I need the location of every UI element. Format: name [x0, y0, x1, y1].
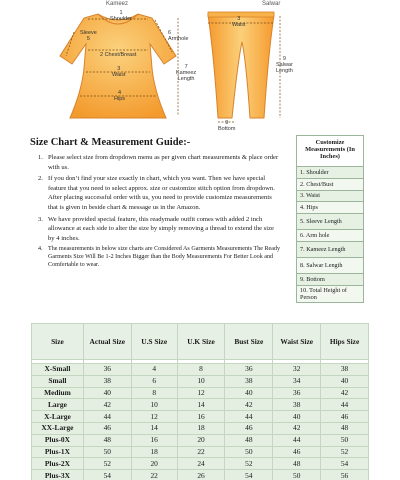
size-value-cell: 44 — [83, 411, 131, 423]
size-name-cell: XX-Large — [32, 422, 84, 434]
size-value-cell: 42 — [321, 387, 369, 399]
size-value-cell: 26 — [177, 470, 225, 480]
size-value-cell: 54 — [225, 470, 273, 480]
col-header: U.K Size — [177, 324, 225, 360]
size-value-cell: 8 — [177, 364, 225, 376]
table-row — [32, 411, 369, 423]
size-name-cell: X-Large — [32, 411, 84, 423]
size-name-cell: Plus-1X — [32, 446, 84, 458]
size-value-cell: 6 — [131, 375, 177, 387]
size-value-cell: 52 — [225, 458, 273, 470]
label-hips: 4 Hips — [114, 90, 126, 102]
guide-item: 2. If you don’t find your size exactly in chart, which you want. Then we have special feature that you need to select approx. size or customize stitch option from dropdown. After placing successful order with us, you need to provide customize measurements that is given in beside chart & message us in the Amazon. — [38, 175, 275, 211]
size-value-cell: 14 — [177, 399, 225, 411]
label-armhole: 6 Armhole — [168, 30, 189, 42]
size-name-cell: Medium — [32, 387, 84, 399]
size-value-cell: 42 — [225, 399, 273, 411]
table-row — [32, 375, 369, 387]
size-name-cell: Large — [32, 399, 84, 411]
size-value-cell: 10 — [131, 399, 177, 411]
size-value-cell: 40 — [321, 375, 369, 387]
size-value-cell: 12 — [177, 387, 225, 399]
size-name-cell: Plus-3X — [32, 470, 84, 480]
table-row — [32, 458, 369, 470]
table-row — [32, 399, 369, 411]
size-value-cell: 50 — [225, 446, 273, 458]
size-value-cell: 44 — [225, 411, 273, 423]
size-value-cell: 48 — [225, 434, 273, 446]
size-value-cell: 10 — [177, 375, 225, 387]
customize-header: Customize Measurements (In Inches) — [297, 136, 364, 167]
col-header: U.S Size — [131, 324, 177, 360]
customize-item: 4. Hips — [297, 202, 364, 214]
size-value-cell: 24 — [177, 458, 225, 470]
label-chest: 2 Chest/Breast — [100, 52, 137, 58]
table-row — [32, 364, 369, 376]
size-value-cell: 34 — [273, 375, 321, 387]
size-name-cell: Small — [32, 375, 84, 387]
label-bottom: 9 Bottom — [218, 120, 236, 132]
size-value-cell: 42 — [273, 422, 321, 434]
customize-item: 3. Waist — [297, 190, 364, 202]
size-value-cell: 36 — [273, 387, 321, 399]
col-header: Waist Size — [273, 324, 321, 360]
customize-item: 1. Shoulder — [297, 167, 364, 179]
size-value-cell: 50 — [321, 434, 369, 446]
table-row — [32, 387, 369, 399]
customize-item: 6. Arm hole — [297, 230, 364, 242]
label-kameez-length: 7 Kameez Length — [176, 64, 197, 82]
size-value-cell: 40 — [225, 387, 273, 399]
size-name-cell: Plus-2X — [32, 458, 84, 470]
size-value-cell: 50 — [83, 446, 131, 458]
size-value-cell: 44 — [273, 434, 321, 446]
guide-item: 3. We have provided special feature, this readymade outfit comes with added 2 inch allowance at each side to alter the size by simply removing a thread to extend the size by 4 inches. — [38, 215, 274, 242]
size-chart-table — [31, 323, 369, 480]
customize-item: 8. Salwar Length — [297, 257, 364, 273]
size-value-cell: 48 — [83, 434, 131, 446]
size-table-body — [32, 360, 369, 480]
salwar-title: Salwar — [262, 1, 281, 7]
label-salwar-waist: 3 Waist — [232, 16, 246, 28]
size-name-cell: X-Small — [32, 364, 84, 376]
label-sleeve: Sleeve 5 — [80, 30, 97, 42]
size-value-cell: 46 — [225, 422, 273, 434]
size-value-cell: 18 — [177, 422, 225, 434]
size-value-cell: 46 — [83, 422, 131, 434]
customize-item: 9. Bottom — [297, 273, 364, 285]
size-value-cell: 42 — [83, 399, 131, 411]
kameez-title: Kameez — [106, 1, 129, 7]
table-row — [32, 446, 369, 458]
table-row — [32, 422, 369, 434]
size-value-cell: 38 — [225, 375, 273, 387]
size-value-cell: 48 — [321, 422, 369, 434]
customize-item: 5. Sleeve Length — [297, 214, 364, 230]
guide-list — [38, 153, 282, 271]
guide-item: 1. Please select size from dropdown menu as per given chart measurements & place order with us. — [38, 154, 279, 171]
customize-item: 7. Kameez Length — [297, 241, 364, 257]
size-value-cell: 44 — [321, 399, 369, 411]
size-value-cell: 52 — [83, 458, 131, 470]
size-value-cell: 8 — [131, 387, 177, 399]
label-shoulder: 1 Shoulder — [110, 10, 133, 22]
size-value-cell: 16 — [131, 434, 177, 446]
size-value-cell: 56 — [321, 470, 369, 480]
size-value-cell: 12 — [131, 411, 177, 423]
size-value-cell: 14 — [131, 422, 177, 434]
size-name-cell: Plus-0X — [32, 434, 84, 446]
size-value-cell: 38 — [273, 399, 321, 411]
col-header: Actual Size — [83, 324, 131, 360]
garment-figures — [0, 0, 400, 132]
size-value-cell: 40 — [273, 411, 321, 423]
customize-item: 2. Chest/Bust — [297, 178, 364, 190]
size-value-cell: 52 — [321, 446, 369, 458]
col-header: Bust Size — [225, 324, 273, 360]
size-value-cell: 20 — [131, 458, 177, 470]
size-value-cell: 46 — [273, 446, 321, 458]
customize-measurements-table — [296, 135, 364, 303]
guide-item: 4. The measurements in below size charts are Considered As Garments Measurements The Ready Garments Size Will Be 1-2 Inches Bigger than the Body Measurements For Better Look and Comfertable to wear. — [38, 246, 281, 269]
size-value-cell: 38 — [321, 364, 369, 376]
table-row — [32, 470, 369, 480]
size-value-cell: 4 — [131, 364, 177, 376]
customize-item: 10. Total Height of Person — [297, 285, 364, 302]
col-header: Hips Size — [321, 324, 369, 360]
size-value-cell: 54 — [83, 470, 131, 480]
size-value-cell: 46 — [321, 411, 369, 423]
size-table-header-row — [32, 324, 369, 360]
size-value-cell: 38 — [83, 375, 131, 387]
table-row — [32, 434, 369, 446]
size-value-cell: 22 — [131, 470, 177, 480]
col-header: Size — [32, 324, 84, 360]
size-value-cell: 54 — [321, 458, 369, 470]
size-value-cell: 32 — [273, 364, 321, 376]
guide-title: Size Chart & Measurement Guide:- — [30, 137, 191, 148]
size-value-cell: 22 — [177, 446, 225, 458]
salwar-shape — [208, 14, 274, 118]
label-salwar-length: 9 Salwar Length — [276, 56, 293, 74]
label-waist: 3 Waist — [112, 66, 126, 78]
size-value-cell: 40 — [83, 387, 131, 399]
size-value-cell: 36 — [225, 364, 273, 376]
garment-diagram — [0, 0, 400, 132]
size-value-cell: 20 — [177, 434, 225, 446]
size-value-cell: 50 — [273, 470, 321, 480]
size-value-cell: 16 — [177, 411, 225, 423]
size-value-cell: 18 — [131, 446, 177, 458]
size-value-cell: 48 — [273, 458, 321, 470]
size-value-cell: 36 — [83, 364, 131, 376]
